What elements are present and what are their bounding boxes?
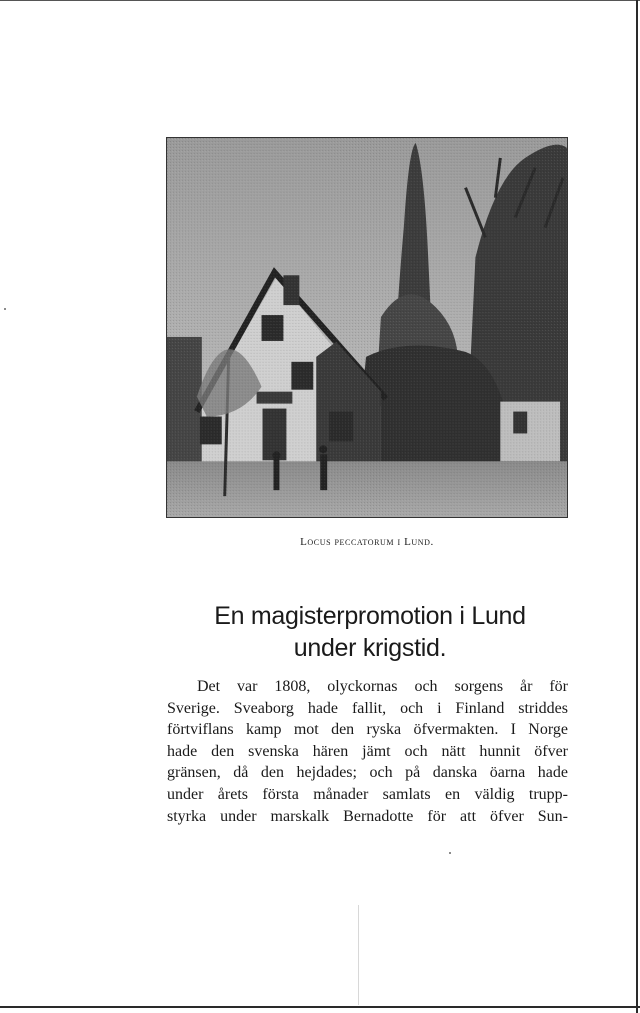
body-line: hade den svenska hären jämt och nätt hunnit öfver xyxy=(167,742,568,760)
figure-caption: Locus peccatorum i Lund. xyxy=(300,536,434,548)
body-line: förtviflans kamp mot den ryska öfvermakten. I Norge xyxy=(167,721,568,739)
body-line: styrka under marskalk Bernadotte för att öfver Sun- xyxy=(167,807,568,825)
article-title-line-2: under krigstid. xyxy=(293,634,447,662)
body-line: Det var 1808, olyckornas och sorgens år för xyxy=(197,678,568,695)
article-title-line-1: En magisterpromotion i Lund xyxy=(214,602,526,630)
page-edge-top xyxy=(0,0,640,1)
body-line: under årets första månader samlats en väldig trupp- xyxy=(167,785,568,803)
article-title xyxy=(160,600,580,664)
scan-speck xyxy=(4,308,6,310)
page-edge-bottom xyxy=(0,1006,640,1008)
house-photograph xyxy=(166,137,568,518)
article-body xyxy=(167,676,568,827)
body-line: Sverige. Sveaborg hade fallit, och i Finland striddes xyxy=(167,699,568,717)
body-line: gränsen, då den hejdades; och på danska öarna hade xyxy=(167,764,568,782)
fold-line xyxy=(358,905,359,1005)
scan-speck xyxy=(449,852,451,854)
house-photograph-image xyxy=(167,138,567,517)
page-edge-right xyxy=(636,0,638,1013)
